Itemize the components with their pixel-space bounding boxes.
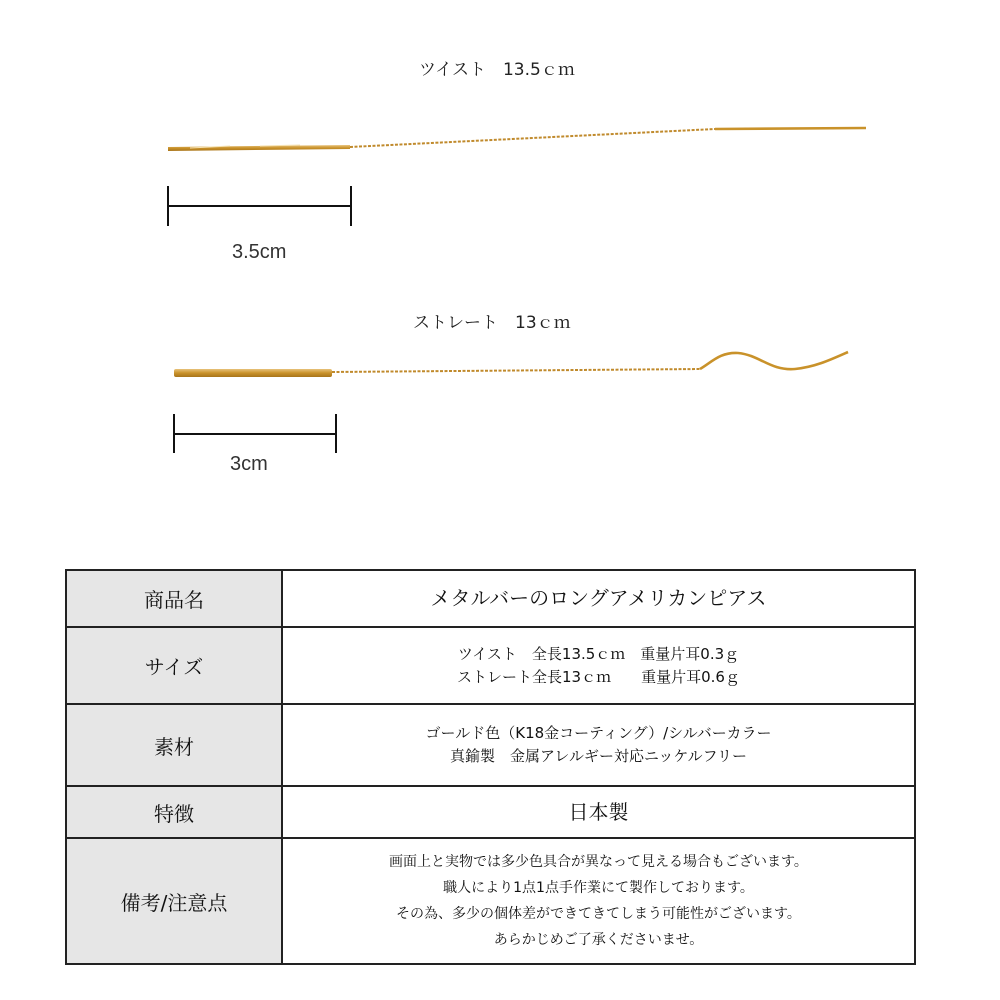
row-features [67, 787, 914, 837]
note-line-3: その為、多少の個体差ができてきてしまう可能性がございます。 [396, 906, 801, 922]
note-line-1: 画面上と実物では多少色具合が異なって見える場合もございます。 [389, 854, 808, 870]
straight-chain [332, 369, 700, 372]
value-features [283, 787, 914, 837]
spec-table [65, 569, 916, 965]
twist-caption: ツイスト 13.5ｃｍ [419, 60, 575, 80]
material-line-2: 真鍮製 金属アレルギー対応ニッケルフリー [449, 747, 748, 765]
twist-measure-bar [168, 186, 351, 226]
label-notes: 備考/注意点 [67, 839, 283, 963]
value-notes [283, 839, 914, 963]
straight-bar [174, 369, 332, 377]
size-line-twist: ツイスト 全長13.5ｃｍ 重量片耳0.3ｇ [457, 644, 740, 663]
note-line-2: 職人により1点1点手作業にて製作しております。 [443, 880, 754, 896]
size-line-straight: ストレート全長13ｃｍ 重量片耳0.6ｇ [457, 667, 740, 686]
straight-caption: ストレート 13ｃｍ [413, 313, 571, 333]
twist-measure-label: 3.5cm [232, 241, 287, 263]
label-features: 特徴 [67, 787, 283, 837]
value-size [283, 628, 914, 703]
straight-wire [700, 352, 848, 369]
straight-earring [174, 352, 848, 377]
label-size: サイズ [67, 628, 283, 703]
twist-wire [715, 128, 866, 129]
row-size [67, 628, 914, 703]
label-product-name: 商品名 [67, 571, 283, 626]
label-material: 素材 [67, 705, 283, 785]
note-line-4: あらかじめご了承くださいませ。 [493, 932, 704, 948]
straight-measure-bar [174, 414, 336, 453]
value-product-name [283, 571, 914, 626]
straight-measure-label: 3cm [230, 453, 268, 475]
twist-chain [350, 129, 715, 147]
product-name-text: メタルバーのロングアメリカンピアス [430, 586, 767, 610]
features-text: 日本製 [568, 799, 629, 824]
material-line-1: ゴールド色（K18金コーティング）/シルバーカラー [425, 724, 772, 742]
twist-earring [168, 128, 866, 151]
row-product-name [67, 571, 914, 626]
value-material [283, 705, 914, 785]
row-material [67, 705, 914, 785]
row-notes [67, 839, 914, 963]
